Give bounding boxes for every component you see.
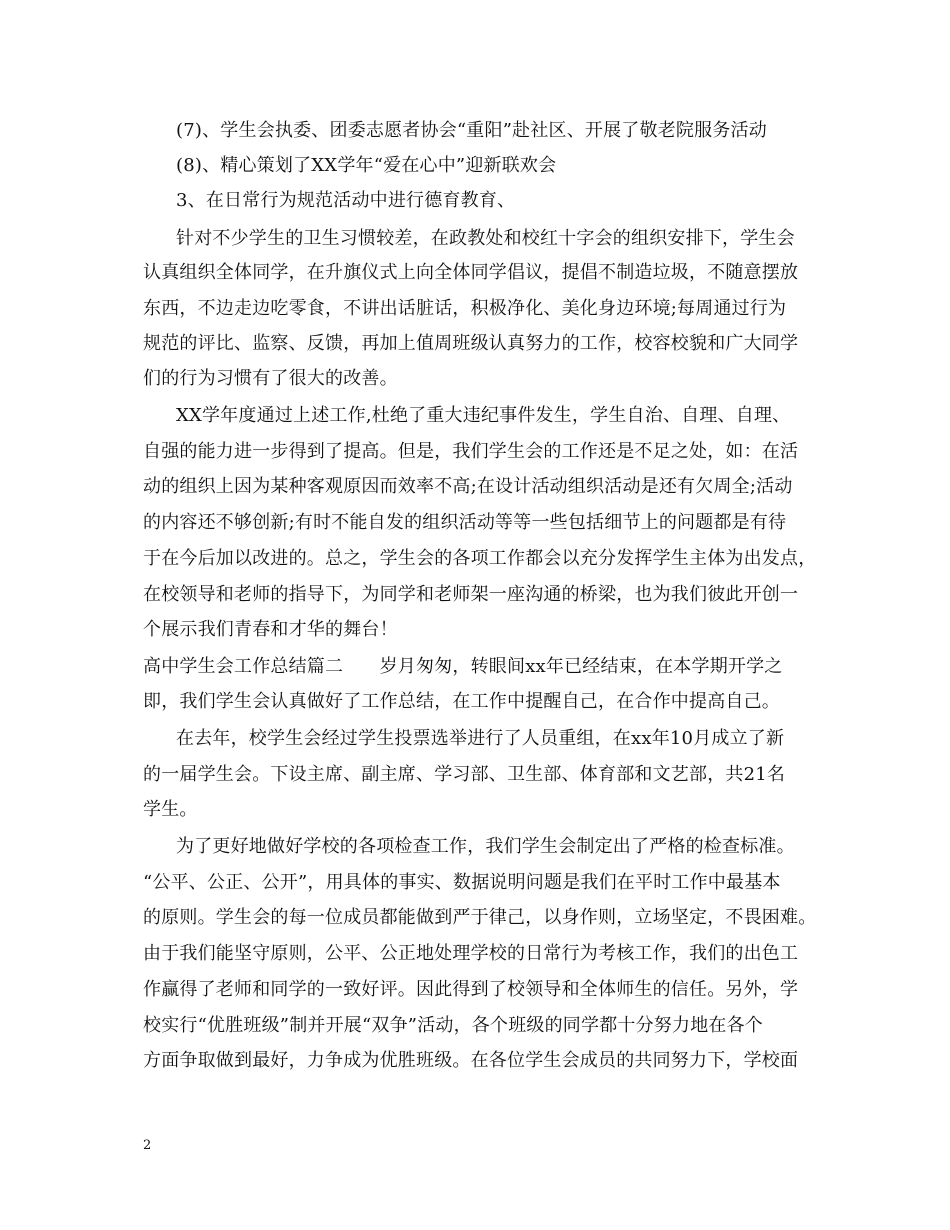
text-line: 自强的能力进一步得到了提高。但是，我们学生会的工作还是不足之处，如：在活 (143, 441, 799, 462)
text-line: XX学年度通过上述工作,杜绝了重大违纪事件发生，学生自治、自理、自理、 (176, 405, 791, 426)
text-line: 规范的评比、监察、反馈，再加上值周班级认真努力的工作，校容校貌和广大同学 (143, 333, 799, 354)
text-line: 在去年，校学生会经过学生投票选举进行了人员重组，在xx年10月成立了新 (176, 728, 785, 749)
text-line: 的一届学生会。下设主席、副主席、学习部、卫生部、体育部和文艺部，共21名 (143, 764, 786, 785)
text-line: (8)、精心策划了XX学年“爱在心中”迎新联欢会 (176, 155, 557, 176)
page-number: 2 (143, 1138, 152, 1153)
text-line: 由于我们能坚守原则，公平、公正地处理学校的日常行为考核工作，我们的出色工 (143, 943, 799, 964)
text-line: 动的组织上因为某种客观原因而效率不高;在设计活动组织活动是还有欠周全;活动 (143, 476, 793, 497)
text-line: 为了更好地做好学校的各项检查工作，我们学生会制定出了严格的检查标准。 (176, 836, 795, 857)
section-heading-line: 高中学生会工作总结篇二 岁月匆匆，转眼间xx年已经结束，在本学期开学之 (143, 656, 783, 677)
text-line: 在校领导和老师的指导下，为同学和老师架一座沟通的桥梁，也为我们彼此开创一 (143, 584, 799, 605)
text-line: 校实行“优胜班级”制并开展“双争”活动，各个班级的同学都十分努力地在各个 (143, 1015, 764, 1036)
text-line: 们的行为习惯有了很大的改善。 (143, 368, 398, 389)
text-line: 即，我们学生会认真做好了工作总结，在工作中提醒自己，在合作中提高自己。 (143, 691, 780, 712)
text-line: 个展示我们青春和才华的舞台！ (143, 619, 398, 640)
text-line: 方面争取做到最好，力争成为优胜班级。在各位学生会成员的共同努力下，学校面 (143, 1050, 799, 1071)
text-line: 3、在日常行为规范活动中进行德育教育、 (176, 190, 516, 211)
text-line: 的原则。学生会的每一位成员都能做到严于律己，以身作则，立场坚定，不畏困难。 (143, 907, 817, 928)
text-line: 东西，不边走边吃零食，不讲出话脏话，积极净化、美化身边环境;每周通过行为 (143, 298, 787, 319)
text-line: 认真组织全体同学，在升旗仪式上向全体同学倡议，提倡不制造垃圾，不随意摆放 (143, 262, 799, 283)
text-line: “公平、公正、公开”，用具体的事实、数据说明问题是我们在平时工作中最基本 (143, 872, 781, 893)
text-line: 的内容还不够创新;有时不能自发的组织活动等等一些包括细节上的问题都是有待 (143, 512, 787, 533)
text-line: 作赢得了老师和同学的一致好评。因此得到了校领导和全体师生的信任。另外，学 (143, 979, 799, 1000)
text-line: 针对不少学生的卫生习惯较差，在政教处和校红十字会的组织安排下，学生会 (176, 228, 795, 249)
text-line: 学生。 (143, 799, 198, 820)
text-line: (7)、学生会执委、团委志愿者协会“重阳”赴社区、开展了敬老院服务活动 (176, 120, 767, 141)
text-line: 于在今后加以改进的。总之，学生会的各项工作都会以充分发挥学生主体为出发点， (143, 548, 817, 569)
